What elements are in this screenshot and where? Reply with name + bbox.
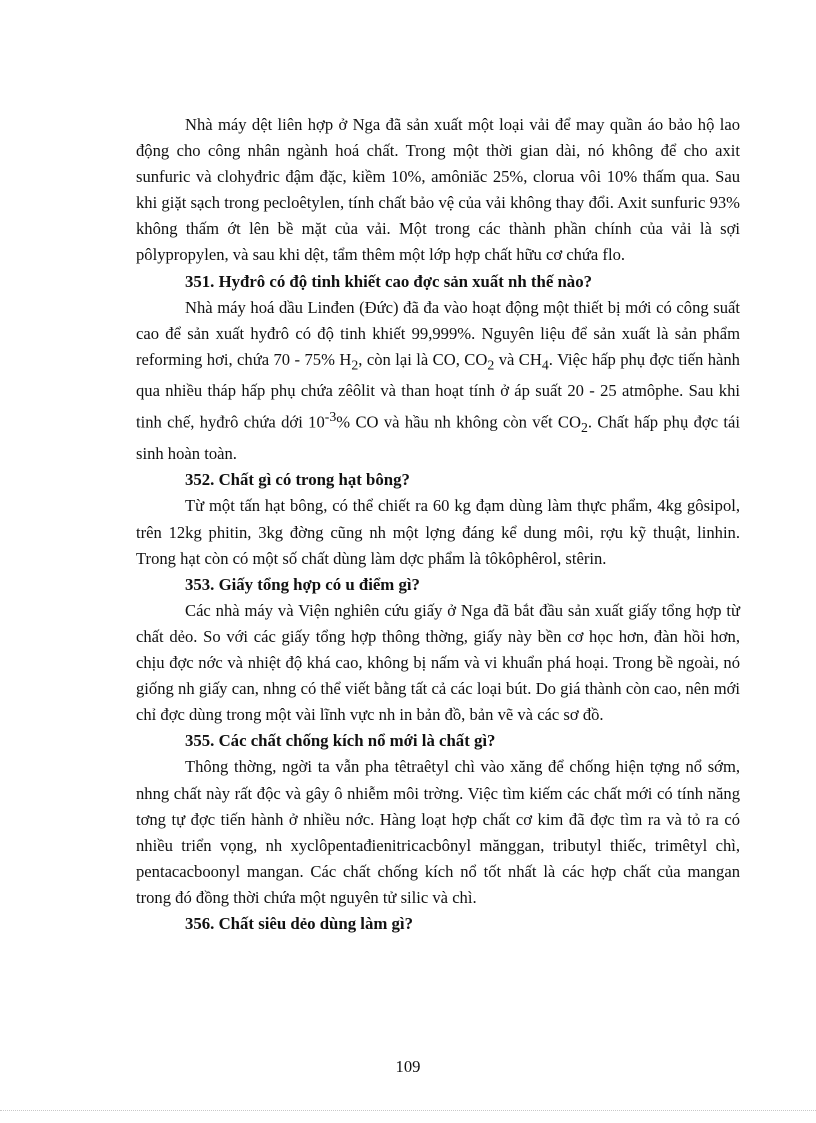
subscript: 2 [351, 357, 359, 373]
text-run: . Việc hấp phụ đợc tiến hành qua nhiều tháp hấp phụ chứa zêôlit và than hoạt tính ở áp suất 20 - 25 atmôphe. Sau khi tinh chế, hyđrô chứa dới 10 [136, 349, 740, 432]
section-heading-351: 351. Hyđrô có độ tinh khiết cao đợc sản xuất nh thế nào? [185, 271, 592, 291]
page-text-block [136, 112, 740, 937]
intro-paragraph: Nhà máy dệt liên hợp ở Nga đã sản xuất một loại vải để may quần áo bảo hộ lao động cho công nhân ngành hoá chất. Trong một thời gian dài, nó không để cho axit sunfuric và clohyđric đậm đặc, kiềm 10%, amôniăc 25%, clorua vôi 10% thấm qua. Sau khi giặt sạch trong pecloêtylen, tính chất bảo vệ của vải không thay đổi. Axit sunfuric 93% không thấm ớt lên bề mặt của vải. Một trong các thành phần chính của vải là sợi pôlypropylen, và sau khi dệt, tẩm thêm một lớp hợp chất hữu cơ chứa flo. [136, 115, 740, 265]
subscript: 2 [487, 357, 495, 373]
section-body-351 [136, 295, 740, 468]
text-run: % CO và hầu nh không còn vết CO [336, 412, 581, 432]
page-number: 109 [395, 1057, 421, 1076]
superscript: -3 [324, 409, 337, 425]
subscript: 4 [541, 357, 549, 373]
text-run: Nhà máy hoá dầu Linđen (Đức) đã đa vào hoạt động một thiết bị mới có công suất cao để sản xuất hyđrô có độ tinh khiết 99,999%. Nguyên liệu để sản xuất là sản phẩm reforming hơi, chứa 70 - 75% H [136, 297, 740, 369]
text-run: . Chất hấp phụ đợc tái sinh hoàn toàn. [136, 412, 741, 464]
text-run: , còn lại là CO, CO [358, 349, 488, 369]
section-body-353: Các nhà máy và Viện nghiên cứu giấy ở Nga đã bắt đầu sản xuất giấy tổng hợp từ chất dẻo. So với các giấy tổng hợp thông thờng, giấy này bền cơ học hơn, đàn hồi hơn, chịu đợc nớc và nhiệt độ khá cao, không bị nấm và vi khuẩn phá hoại. Trong bề ngoài, nó giống nh giấy can, nhng có thể viết bằng tất cả các loại bút. Do giá thành còn cao, nên mới chỉ đợc dùng trong một vài lĩnh vực nh in bản đồ, bản vẽ và các sơ đồ. [136, 600, 740, 725]
section-heading-355: 355. Các chất chống kích nổ mới là chất gì? [185, 731, 496, 751]
section-heading-353: 353. Giấy tổng hợp có u điểm gì? [185, 574, 420, 594]
section-heading-356: 356. Chất siêu dẻo dùng làm gì? [185, 913, 413, 933]
section-body-355: Thông thờng, ngời ta vẫn pha têtraêtyl chì vào xăng để chống hiện tợng nổ sớm, nhng chất này rất độc và gây ô nhiễm môi trờng. Việc tìm kiếm các chất mới có tính năng tơng tự đợc tiến hành ở nhiều nớc. Hàng loạt hợp chất cơ kim đã đợc tìm ra và tỏ ra có nhiều triển vọng, nh xyclôpentađienitricacbônyl mănggan, tributyl thiếc, trimêtyl chì, pentacacboonyl mangan. Các chất chống kích nổ tốt nhất là các hợp chất của mangan trong đó đồng thời chứa một nguyên tử silic và chì. [136, 757, 740, 907]
page-bottom-divider [0, 1110, 816, 1111]
text-run: và CH [494, 349, 542, 369]
section-heading-352: 352. Chất gì có trong hạt bông? [185, 470, 410, 490]
section-body-352: Từ một tấn hạt bông, có thể chiết ra 60 kg đạm dùng làm thực phẩm, 4kg gôsipol, trên 12kg phitin, 3kg đờng cũng nh một lợng đáng kể dung môi, rợu kỹ thuật, linhin. Trong hạt còn có một số chất dùng làm dợc phẩm là tôkôphêrol, stêrin. [136, 496, 740, 568]
subscript: 2 [580, 420, 588, 436]
